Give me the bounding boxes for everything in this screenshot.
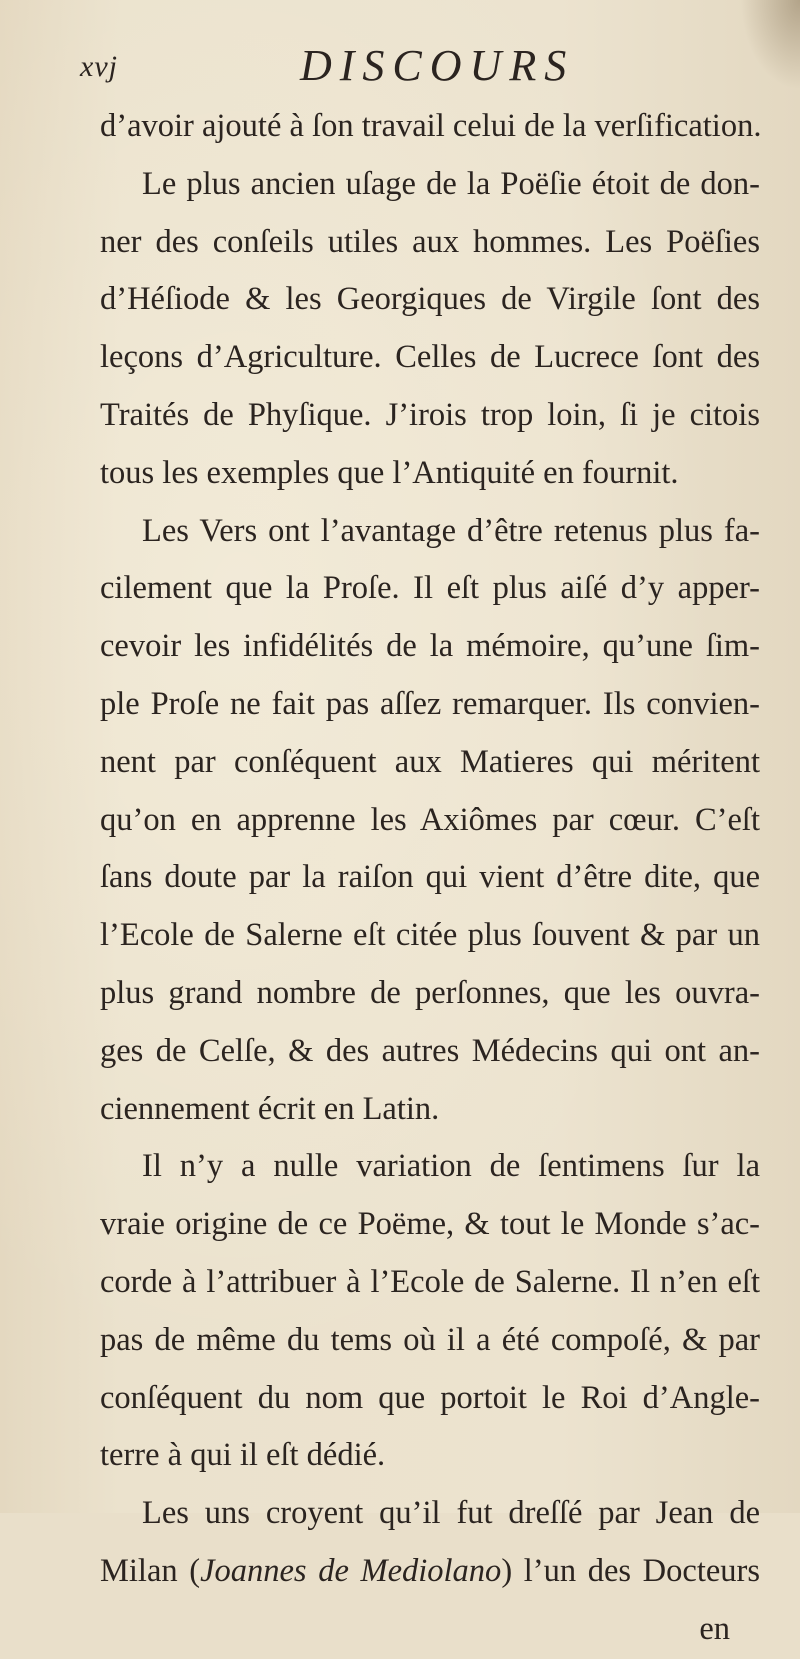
paragraph-end-line: terre à qui il eſt dédié. xyxy=(100,1437,386,1474)
text-line: qu’on en apprenne les Axiômes par cœur. C’eſt xyxy=(100,801,760,838)
latin-name-italic: Joannes de Mediolano xyxy=(200,1552,502,1589)
paragraph-start-line: Les Vers ont l’avantage d’être retenus plus fa- xyxy=(142,512,760,549)
text-line: ges de Celſe, & des autres Médecins qui ont an- xyxy=(100,1032,760,1069)
text-line: cilement que la Proſe. Il eſt plus aiſé d’y apper- xyxy=(100,570,760,607)
catchword: en xyxy=(699,1610,730,1647)
text-line-with-latin xyxy=(100,1543,760,1601)
text-line: ner des conſeils utiles aux hommes. Les Poëſies xyxy=(100,223,760,260)
text-line: ſans doute par la raiſon qui vient d’être dite, que xyxy=(100,859,760,896)
text-line: l’Ecole de Salerne eſt citée plus ſouvent & par un xyxy=(100,917,760,954)
text-line: conſéquent du nom que portoit le Roi d’Angle- xyxy=(100,1379,760,1416)
text-line: Traités de Phyſique. J’irois trop loin, ſi je citois xyxy=(100,396,760,433)
text-line: d’Héſiode & les Georgiques de Virgile ſont des xyxy=(100,281,760,318)
paragraph-end-line: ciennement écrit en Latin. xyxy=(100,1090,440,1127)
text-line: corde à l’attribuer à l’Ecole de Salerne. Il n’en eſt xyxy=(100,1263,760,1300)
paragraph-start-line: Il n’y a nulle variation de ſentimens ſur la xyxy=(142,1148,760,1185)
text-line: vraie origine de ce Poëme, & tout le Monde s’ac- xyxy=(100,1206,760,1243)
text-line: d’avoir ajouté à ſon travail celui de la verſification. xyxy=(100,108,762,144)
paragraph-start-line: Les uns croyent qu’il fut dreſſé par Jean de xyxy=(142,1495,760,1532)
paragraph-end-line: tous les exemples que l’Antiquité en fournit. xyxy=(100,454,679,491)
text-line: plus grand nombre de perſonnes, que les ouvra- xyxy=(100,974,760,1011)
page-number: xvj xyxy=(80,50,118,83)
body-text xyxy=(100,98,760,1659)
text-line: cevoir les infidélités de la mémoire, qu’une ſim- xyxy=(100,628,760,665)
text-line: pas de même du tems où il a été compoſé, & par xyxy=(100,1321,760,1358)
text-segment: ) l’un des Docteurs xyxy=(501,1552,760,1589)
running-title: DISCOURS xyxy=(300,41,575,90)
text-segment: Milan ( xyxy=(100,1552,201,1589)
text-line: nent par conſéquent aux Matieres qui méritent xyxy=(100,743,760,780)
text-line: ple Proſe ne fait pas aſſez remarquer. Ils convien- xyxy=(100,685,760,722)
paragraph-start-line: Le plus ancien uſage de la Poëſie étoit de don- xyxy=(142,165,760,202)
text-line: leçons d’Agriculture. Celles de Lucrece ſont des xyxy=(100,339,760,376)
page-corner-stain xyxy=(740,0,800,90)
page-header xyxy=(80,40,740,90)
